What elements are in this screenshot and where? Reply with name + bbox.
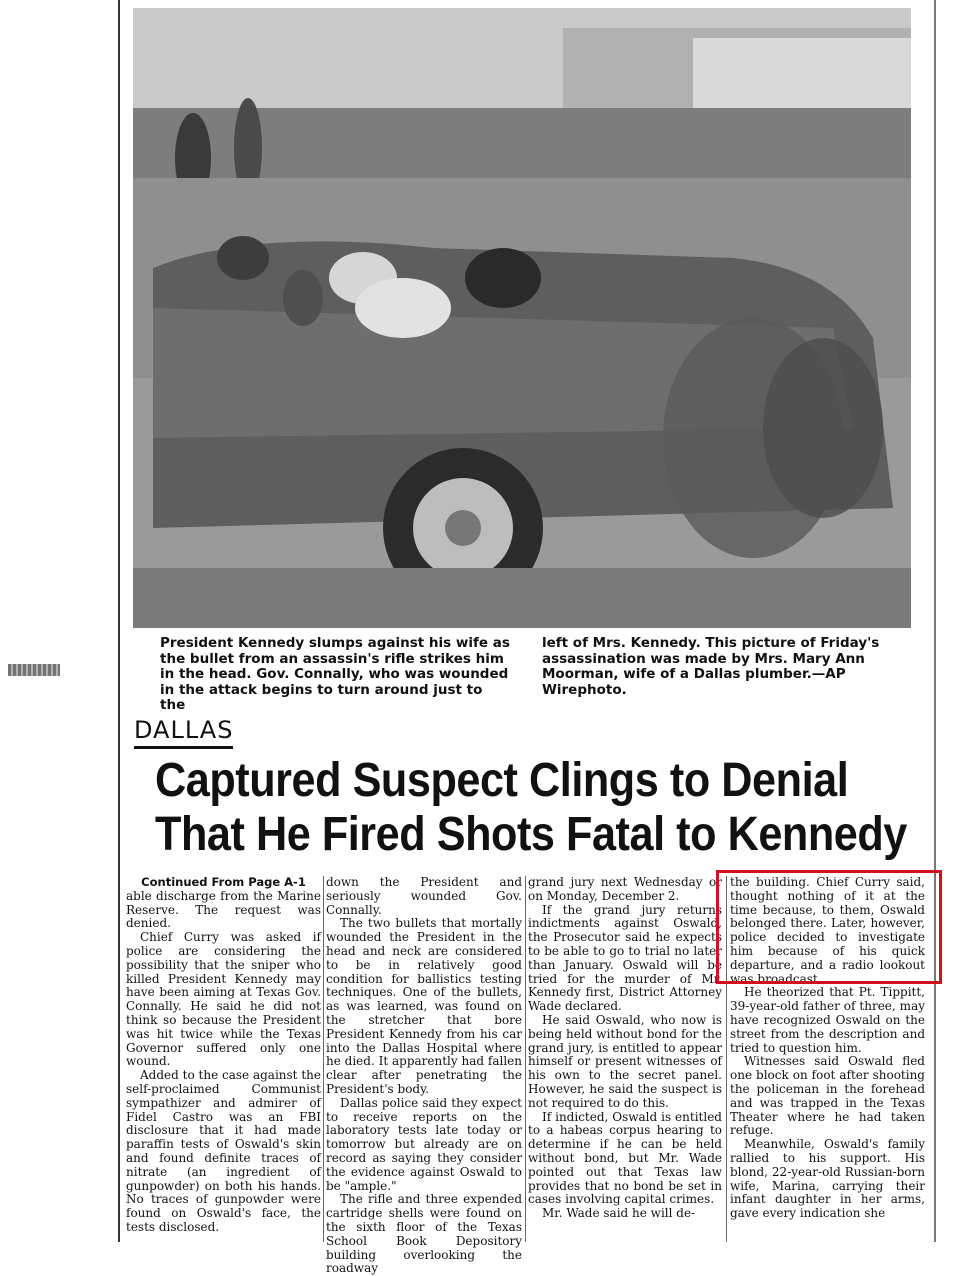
column-rule xyxy=(525,876,526,1242)
paragraph: down the President and seriously wounded Gov. Connally. xyxy=(326,875,522,917)
headline-line-2: That He Fired Shots Fatal to Kennedy xyxy=(155,808,907,861)
highlighted-paragraph: the building. Chief Curry said, thought nothing of it at the time because, to them, Oswald belonged there. Later, however, police decided to investigate him because of his quick departure, and a radio lookout was broadcast. xyxy=(730,875,925,986)
article-column-3 xyxy=(528,876,722,1221)
paragraph: Dallas police said they expect to receive reports on the laboratory tests late today or tomorrow but already are on record as saying they consider the evidence against Oswald to be "ample." xyxy=(326,1095,522,1193)
photo-caption-right: left of Mrs. Kennedy. This picture of Friday's assassination was made by Mrs. Mary Ann Moorman, wife of a Dallas plumber.—AP Wirephoto. xyxy=(542,635,880,698)
paragraph: Added to the case against the self-proclaimed Communist sympathizer and admirer of Fidel Castro was an FBI disclosure that it had made paraffin tests of Oswald's skin and found definite traces of nitrate (an ingredient of gunpowder) on both his hands. No traces of gunpowder were found on Oswald's face, the tests disclosed. xyxy=(126,1068,321,1234)
paragraph: Chief Curry was asked if police are considering the possibility that the sniper who killed President Kennedy may have been aiming at Texas Gov. Connally. He said he did not think so because the President was hit twice while the Texas Governor suffered only one wound. xyxy=(126,930,321,1069)
paragraph: grand jury next Wednesday or on Monday, December 2. xyxy=(528,875,722,903)
paragraph: able discharge from the Marine Reserve. The request was denied. xyxy=(126,888,321,931)
news-photograph xyxy=(133,8,911,628)
highlight-box xyxy=(716,870,942,984)
article-column-2 xyxy=(326,876,522,1276)
page-left-edge xyxy=(118,0,120,1242)
paragraph: Meanwhile, Oswald's family rallied to his support. His blond, 22-year-old Russian-born wife, Marina, carrying their infant daughter in her arms, gave every indication she xyxy=(730,1137,925,1221)
paragraph: The two bullets that mortally wounded the President in the head and neck are considered to be in relatively good condition for ballistics testing techniques. One of the bullets, as was learned, was found on the stretcher that bore President Kennedy from his car into the Dallas Hospital where he died. It apparently had fallen clear after penetrating the President's body. xyxy=(326,916,522,1096)
paragraph: He said Oswald, who now is being held without bond for the grand jury, is entitled to appear himself or present witnesses of his own to the secret panel. However, he said the suspect is not required to do this. xyxy=(528,1012,722,1110)
scan-smudge xyxy=(8,664,60,676)
article-column-1 xyxy=(126,876,321,1235)
paragraph: If indicted, Oswald is entitled to a habeas corpus hearing to determine if he can be held without bond, but Mr. Wade pointed out that Texas law provides that no bond be set in cases involving capital crimes. xyxy=(528,1109,722,1207)
photo-caption-left: President Kennedy slumps against his wife as the bullet from an assassin's rifle strikes him in the head. Gov. Connally, who was wounded in the attack begins to turn around just to the xyxy=(160,635,510,713)
paragraph: If the grand jury returns indictments against Oswald, the Prosecutor said he expects to be able to go to trial no later than January. Oswald will be tried for the murder of Mr. Kennedy first, District Attorney Wade declared. xyxy=(528,902,722,1014)
continued-label: Continued From Page A-1 xyxy=(141,875,306,889)
section-kicker: DALLAS xyxy=(134,716,233,749)
headline-line-1: Captured Suspect Clings to Denial xyxy=(155,754,849,807)
page-right-edge xyxy=(934,0,936,1242)
paragraph: Mr. Wade said he will de- xyxy=(542,1206,696,1221)
paragraph: He theorized that Pt. Tippitt, 39-year-old father of three, may have recognized Oswald on the street from the description and tried to question him. xyxy=(730,985,925,1055)
headline xyxy=(155,754,907,862)
column-rule xyxy=(323,876,324,1242)
paragraph: Witnesses said Oswald fled one block on foot after shooting the policeman in the forehead and was trapped in the Texas Theater where he had taken refuge. xyxy=(730,1054,925,1138)
paragraph: The rifle and three expended cartridge shells were found on the sixth floor of the Texas School Book Depository building overlooking the roadway xyxy=(326,1192,522,1276)
